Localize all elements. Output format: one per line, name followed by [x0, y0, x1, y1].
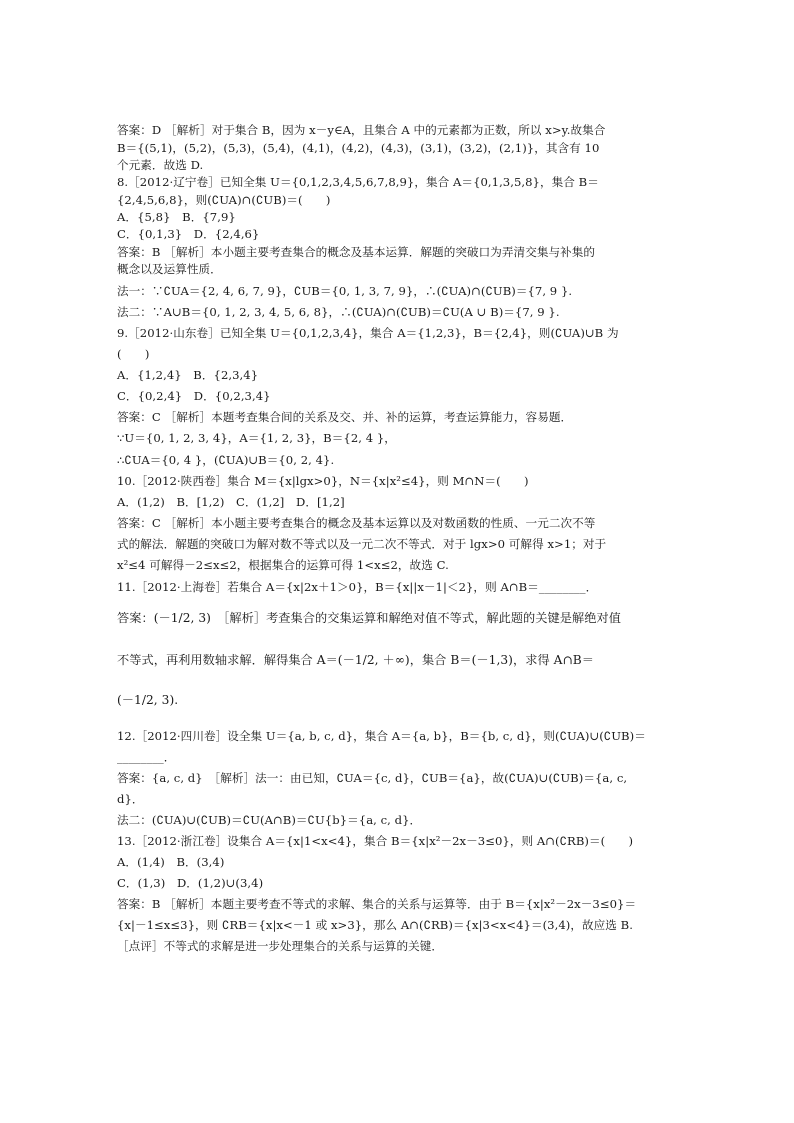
question-9-options-cd: C．{0,2,4} D．{0,2,3,4} — [117, 389, 271, 403]
text-line: (－1/2, 3). — [117, 693, 179, 707]
question-11-stem: 11.［2012·上海卷］若集合 A＝{x|2x＋1＞0}，B＝{x||x－1|＜2}，则 A∩B＝________． — [117, 580, 598, 594]
question-12-answer: 答案：{a, c, d} ［解析］法一：由已知，∁UA＝{c, d}，∁UB＝{a}，故(∁UA)∪(∁UB)＝{a, c, — [117, 771, 628, 785]
text-line: ∵U＝{0, 1, 2, 3, 4}，A＝{1, 2, 3}，B＝{2, 4 }， — [117, 431, 396, 445]
text-line: 概念以及运算性质． — [117, 262, 222, 276]
question-9-stem: 9.［2012·山东卷］已知全集 U＝{0,1,2,3,4}，集合 A＝{1,2,3}，B＝{2,4}，则(∁UA)∪B 为 — [117, 326, 619, 340]
text-line: d}． — [117, 792, 144, 806]
text-line: ( ) — [117, 347, 150, 361]
question-8-answer: 答案：B ［解析］本小题主要考查集合的概念及基本运算．解题的突破口为弄清交集与补集的 — [117, 245, 596, 259]
text-line: B＝{(5,1)，(5,2)，(5,3)，(5,4)，(4,1)，(4,2)，(4,3)，(3,1)，(3,2)，(2,1)}，其含有 10 — [117, 141, 600, 155]
question-10-options: A．(1,2) B．[1,2) C．(1,2] D．[1,2] — [117, 495, 345, 509]
text-line: {x|－1≤x≤3}，则 ∁RB＝{x|x<－1 或 x>3}，那么 A∩(∁RB)＝{x|3<x<4}＝(3,4)，故应选 B. — [117, 918, 633, 932]
text-line: ∴∁UA＝{0, 4 }，(∁UA)∪B＝{0, 2, 4}. — [117, 453, 335, 467]
text-line: {2,4,5,6,8}，则(∁UA)∩(∁UB)＝( ) — [117, 193, 331, 207]
remark-line: ［点评］不等式的求解是进一步处理集合的关系与运算的关键． — [117, 939, 444, 953]
question-12-stem: 12.［2012·四川卷］设全集 U＝{a, b, c, d}，集合 A＝{a, b}，B＝{b, c, d}，则(∁UA)∪(∁UB)＝ — [117, 729, 646, 743]
question-8-options-cd: C．{0,1,3} D．{2,4,6} — [117, 227, 260, 241]
text-line: 法二：(∁UA)∪(∁UB)＝∁U(A∩B)＝∁U{b}＝{a, c, d}． — [117, 813, 422, 827]
question-13-answer: 答案：B ［解析］本题主要考查不等式的求解、集合的关系与运算等．由于 B＝{x|x²－2x－3≤0}＝ — [117, 897, 637, 911]
text-line: 不等式，再利用数轴求解．解得集合 A＝(－1/2, ＋∞)，集合 B＝(－1,3)，求得 A∩B＝ — [117, 653, 594, 667]
question-13-stem: 13.［2012·浙江卷］设集合 A＝{x|1<x<4}，集合 B＝{x|x²－2x－3≤0}，则 A∩(∁RB)＝( ) — [117, 834, 634, 848]
question-8-stem: 8.［2012·辽宁卷］已知全集 U＝{0,1,2,3,4,5,6,7,8,9}，集合 A＝{0,1,3,5,8}，集合 B＝ — [117, 175, 599, 189]
text-line: 法二：∵A∪B＝{0, 1, 2, 3, 4, 5, 6, 8}，∴(∁UA)∩(∁UB)＝∁U(A ∪ B)＝{7, 9 }. — [117, 305, 560, 319]
text-line: 法一：∵∁UA＝{2, 4, 6, 7, 9}，∁UB＝{0, 1, 3, 7, 9}，∴(∁UA)∩(∁UB)＝{7, 9 }. — [117, 284, 573, 298]
text-line: x²≤4 可解得－2≤x≤2，根据集合的运算可得 1<x≤2，故选 C. — [117, 558, 449, 572]
question-13-options-cd: C．(1,3) D．(1,2)∪(3,4) — [117, 876, 264, 890]
question-8-options-ab: A．{5,8} B．{7,9} — [117, 210, 236, 224]
text-line: 式的解法．解题的突破口为解对数不等式以及一元二次不等式．对于 lgx>0 可解得 x>1；对于 — [117, 537, 607, 551]
question-9-options-ab: A．{1,2,4} B．{2,3,4} — [117, 368, 259, 382]
question-13-options-ab: A．(1,4) B．(3,4) — [117, 855, 225, 869]
question-9-answer: 答案：C ［解析］本题考查集合间的关系及交、并、补的运算，考查运算能力，容易题． — [117, 410, 573, 424]
question-10-stem: 10.［2012·陕西卷］集合 M＝{x|lgx>0}，N＝{x|x²≤4}，则 M∩N＝( ) — [117, 474, 529, 488]
text-line: ________． — [117, 750, 176, 764]
question-10-answer: 答案：C ［解析］本小题主要考查集合的概念及基本运算以及对数函数的性质、一元二次不等 — [117, 516, 596, 530]
text-line: 答案：D ［解析］对于集合 B，因为 x－y∈A，且集合 A 中的元素都为正数，所以 x>y.故集合 — [117, 123, 606, 137]
text-line: 个元素．故选 D. — [117, 158, 204, 172]
question-11-answer: 答案：(－1/2, 3) ［解析］考查集合的交集运算和解绝对值不等式，解此题的关键是解绝对值 — [117, 611, 621, 625]
